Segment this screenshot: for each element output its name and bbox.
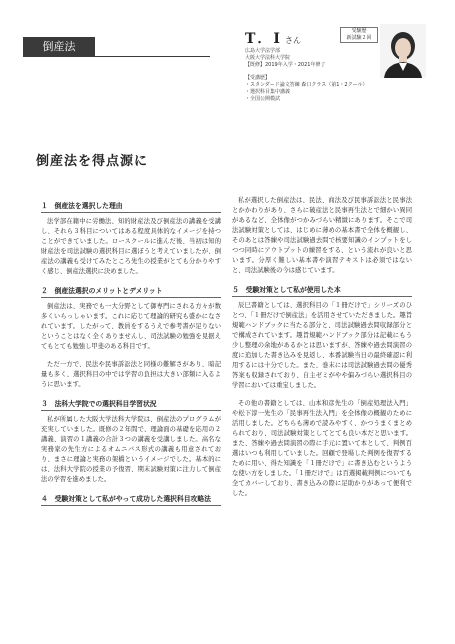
page-title: 倒産法を得点源に — [36, 154, 149, 169]
achievement-item: ・選択科目集中講義 — [245, 89, 291, 96]
section-heading: ４ 受験対策として私がやって成功した選択科目攻略法 — [41, 493, 221, 506]
section-paragraph: 私が選択した倒産法は、民法、商法及び民事訴訟法と民事法とかかわりがあり、さらに破産法と民事再生法とで細かい異同があるなど、全体像がつかみづらい精緻にあります。そこで司法試験対策としては、はじめに薄めの基本書で全体を概観し、そのあとは答練や司法試験過去問で核要知識のインプットをしつつ同時にアウトプットの練習をする、という流れが良いと思います。分厚く難しい基本書や演習テキストは必須ではないと、司法試験後の今は感じています。 — [232, 197, 412, 274]
right-column — [232, 196, 412, 507]
section-heading: １ 倒産法を選択した理由 — [41, 200, 221, 213]
badge-line: 受験歴 — [351, 28, 367, 34]
achievement-item: ・全国公開模試 — [245, 96, 281, 103]
author-grad-school: 大阪大学法科大学院 — [245, 55, 291, 62]
author-name-suffix: さん — [284, 36, 301, 45]
experience-badge — [340, 27, 378, 43]
section-paragraph: ただ一方で、民法や民事訴訟法と同様の難解さがあり、暗記量も多く、選択科目の中では学習の負担は大きい部類に入るように思います。 — [41, 361, 221, 388]
badge-line: 新試験２回 — [346, 34, 372, 41]
author-portrait-image — [380, 24, 426, 78]
subject-tag: 倒産法 — [23, 37, 95, 57]
section-paragraph: 辰巳書籍としては、選択科目の「１冊だけで」シリーズのひとつ、「１冊だけで倒産法」を活用させていただきました。趣旨規範ハンドブックに当たる部分と、司法試験過去問収録部分とで構成されています。趣旨規範ハンドブック部分は記載にもう少し整理の余地があるかとは思いますが、答練や過去問演習の度に追加した書き込みを見返し、本番試験当日の最終確認に利用するには十分でした。また、巻末には司法試験過去問の優秀答案も収録されており、自主ゼミがやや偏みづらい選択科目の学習においては重宝しました。 — [232, 302, 412, 389]
section-paragraph: 倒産法は、実務でも一大分野として御専門にされる方々が数多くいらっしゃいます。これに応じて理論的研究も盛かになされています。したがって、教員をするうえで参考書が足りないということはなく全くありませんし、司法試験の勉強を見据えてもとても勉強し甲斐のある科目です。 — [41, 303, 221, 350]
section-heading: ３ 法科大学院での選択科目学習状況 — [41, 398, 221, 411]
section-paragraph: 法学部在籍中に労働法、知的財産法及び倒産法の講義を受講し、それら３科目についてはある程度具体的なイメージを持つことができていました。ロースクールに進んだ後、当初は知的財産法を司法試験の選択科目に選ぼうと考えていましたが、倒産法の講義も受けてみたところ先生の授業がとても分かりやすく感じ、倒産法選択に決めました。 — [41, 218, 221, 275]
section-paragraph: その他の書籍としては、山本和彦先生の「倒産処理法入門」や松下淳一先生の「民事再生法入門」を全体像の概観のために活用しました。どちらも薄めで読みやすく、かつうまくまとめられており、司法試験対策としてとても良い本だと思います。また、答練や過去問演習の際に手元に置いて本として、判例百選はいつも利用していました。回顧で登場した判例を復習するために用い、得た知識を「１冊だけで」に書き込むというような使い方をしました。「１冊だけで」は百選掲載判例についても全てカバーしており、書き込みの際に足助かりがあって便利でした。 — [232, 400, 412, 497]
section-heading: ２ 倒産法選択のメリットとデメリット — [41, 285, 221, 298]
section-heading: ５ 受験対策として私が使用した本 — [232, 284, 412, 297]
achievement-item: ・スタンダード論文答練 森口クラス（第1・2クール） — [245, 81, 368, 88]
portrait-illustration — [380, 24, 426, 78]
left-column — [41, 200, 221, 510]
author-school: 広島大学法学部 — [245, 48, 281, 54]
author-name-text: T．I — [245, 31, 282, 47]
section-paragraph: 私が所属した大阪大学法科大学院は、倒産法のプログラムが充実していました。既修の２年間で、理論面の基礎を応用の２講義、演習の１講義の合計３つの講義を受講しました。高名な実務家の先生方によるオムニバス形式の講義も用意されており、まさに理論と実務の架橋というイメージでした。基本的には、法科大学院の授業の予復習、期末試験対策に注力して倒産法の学習を進めました。 — [41, 416, 221, 483]
author-exam-info: 【既修】2019年入学・2021年修了 — [245, 62, 326, 69]
tag-divider — [95, 56, 210, 57]
achievements-title: 【受講歴】 — [245, 74, 271, 81]
